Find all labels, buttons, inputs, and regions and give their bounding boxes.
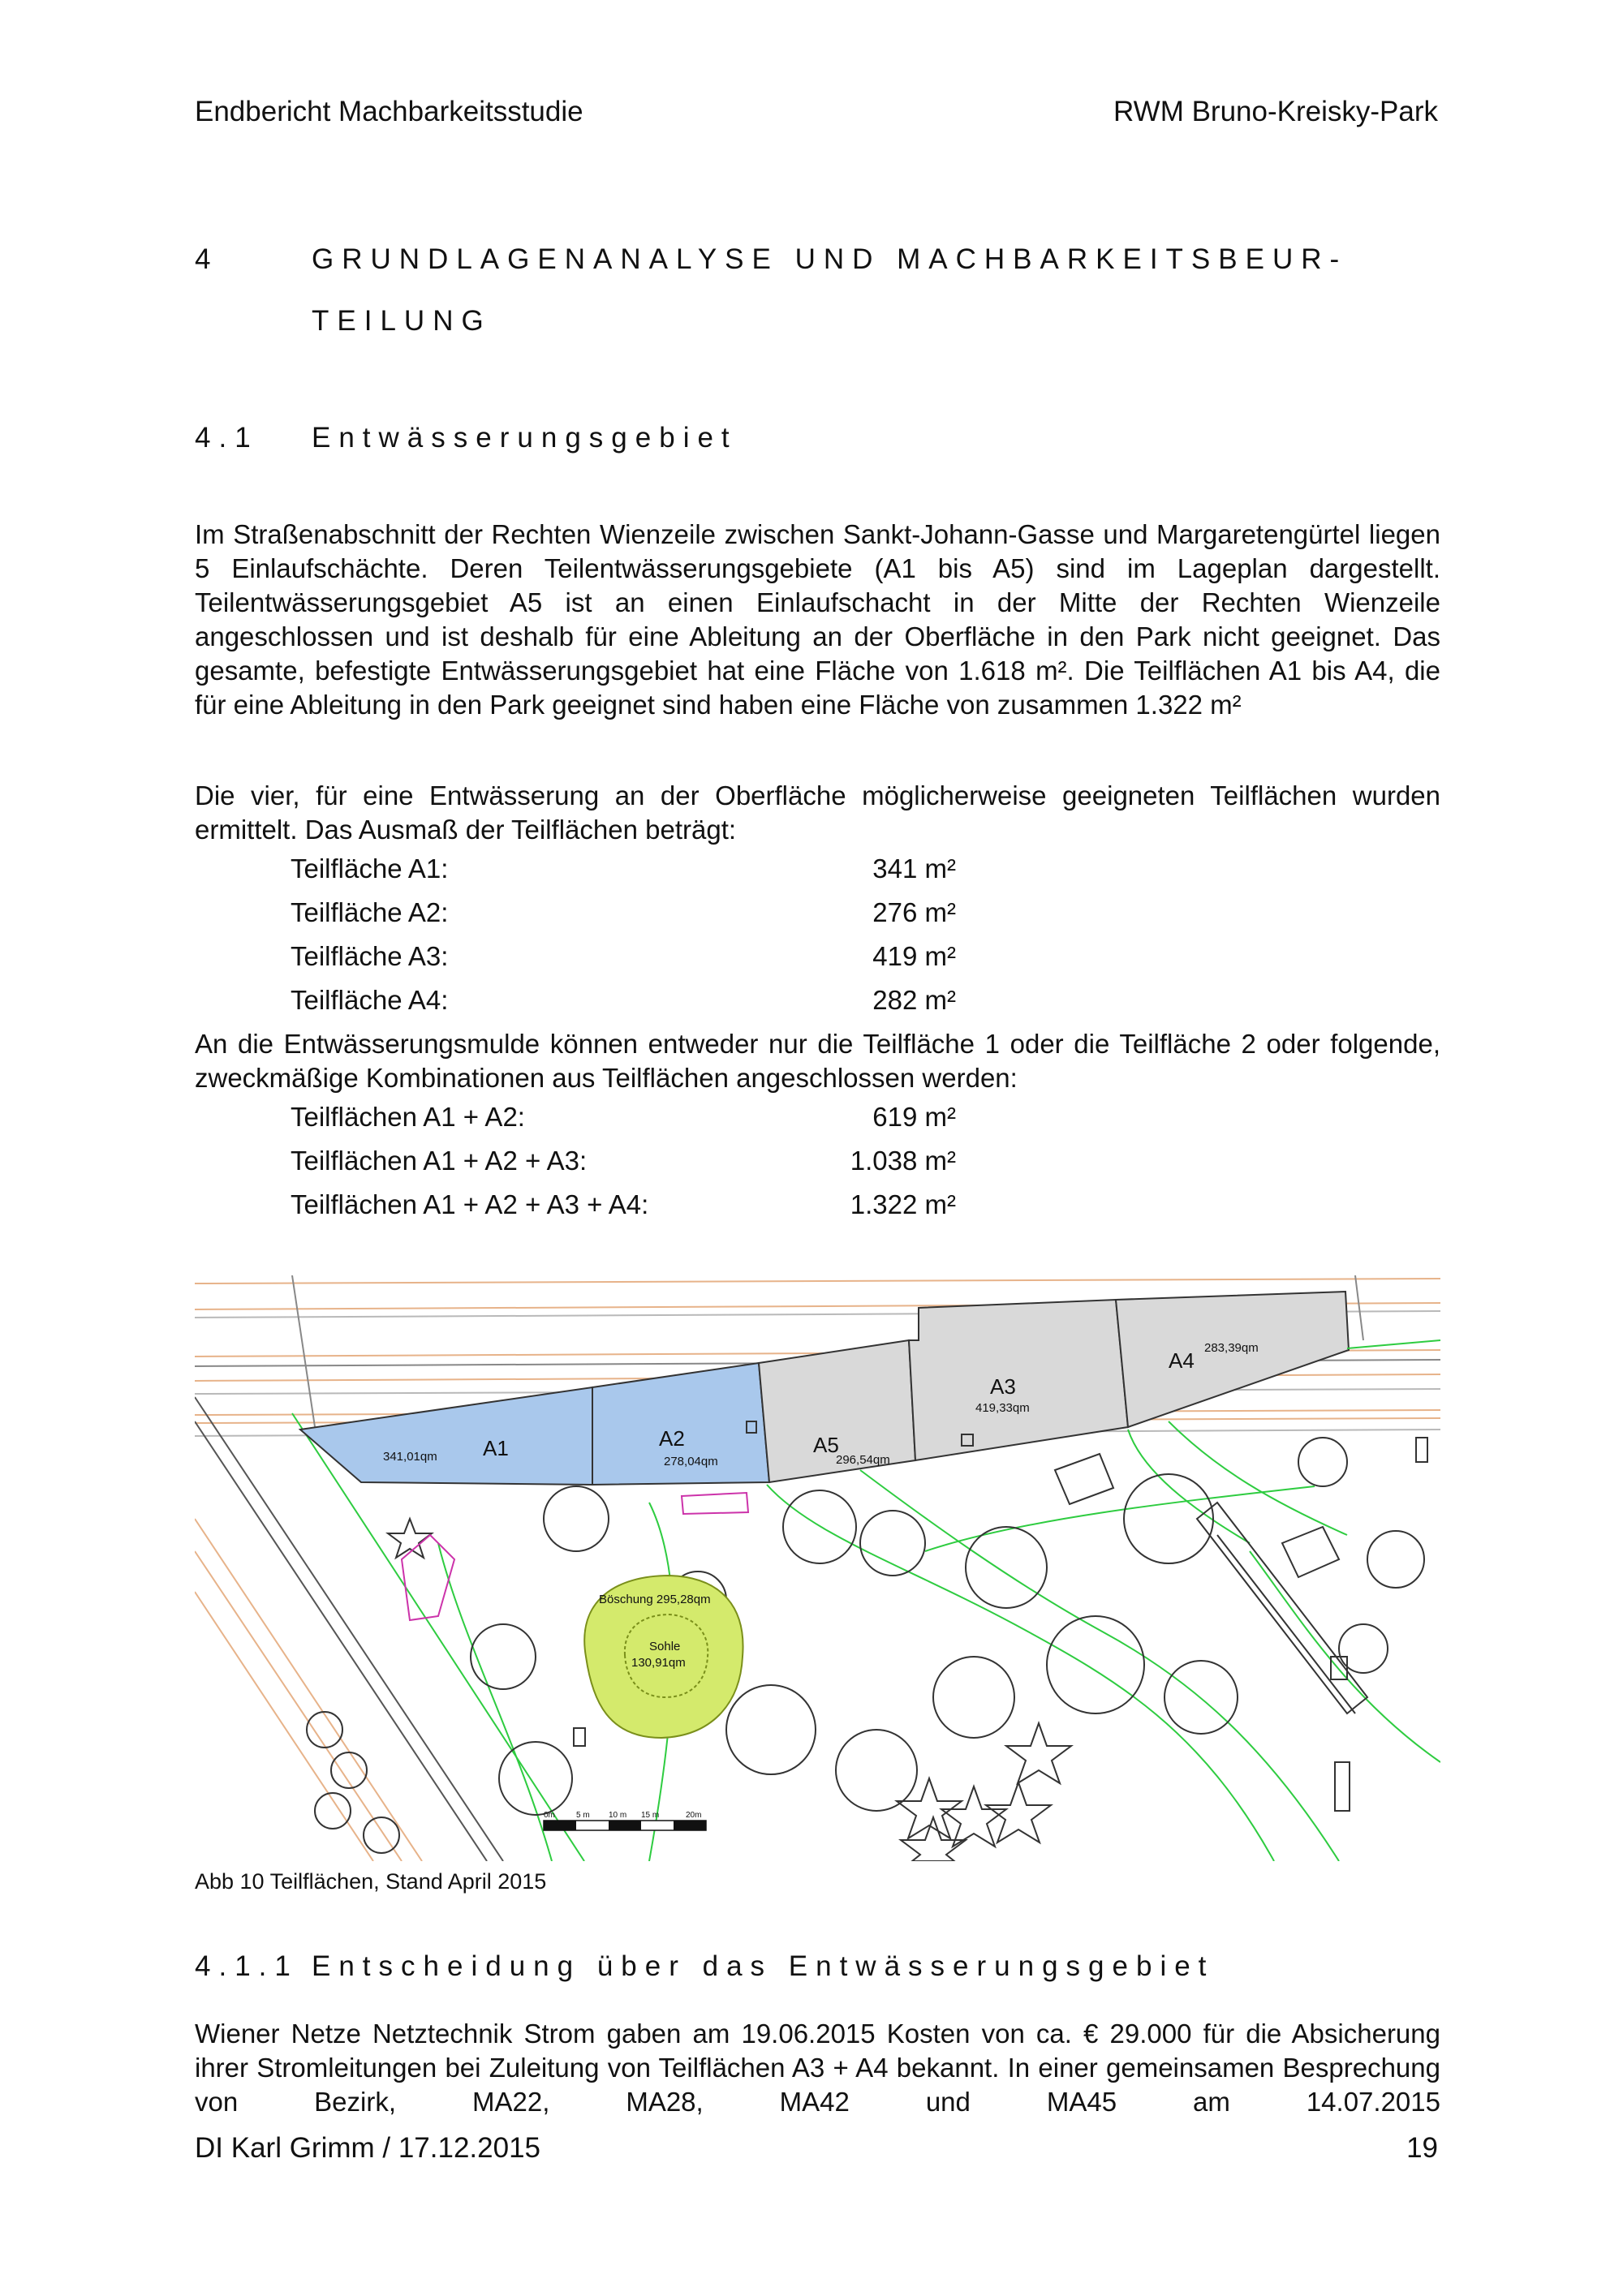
paragraph-4-block bbox=[195, 2017, 1440, 2119]
header-left: Endbericht Machbarkeitsstudie bbox=[195, 96, 583, 127]
combination-value: 1.322 m² bbox=[850, 1189, 956, 1219]
section-4-title-line1: GRUNDLAGENANALYSE UND MACHBARKEITSBEUR- bbox=[312, 243, 1348, 275]
paragraph-2: Die vier, für eine Entwässerung an der Oberfläche möglicherweise geeigneten Teilflächen wurden ermittelt. Das Ausmaß der Teilflächen beträgt: bbox=[195, 780, 1440, 845]
paragraph-4: Wiener Netze Netztechnik Strom gaben am 19.06.2015 Kosten von ca. € 29.000 für die Absicherung ihrer Stromleitungen bei Zuleitung von Teilflächen A3 + A4 bekannt. In einer gemeinsamen Besprechung von Bezirk, MA22, MA28, MA42 und MA45 am 14.07.2015 bbox=[195, 2019, 1440, 2117]
figure-caption: Abb 10 Teilflächen, Stand April 2015 bbox=[195, 1869, 547, 1894]
scale-tick: 5 m bbox=[576, 1811, 590, 1820]
paragraph-3: An die Entwässerungsmulde können entweder nur die Teilfläche 1 oder die Teilfläche 2 oder folgende, zweckmäßige Kombinationen aus Teilflächen angeschlossen werden: bbox=[195, 1029, 1440, 1093]
area-a2-label: A2 bbox=[659, 1426, 685, 1451]
section-4-number: 4 bbox=[195, 243, 219, 275]
combination-label: Teilflächen A1 + A2: bbox=[291, 1102, 525, 1132]
area-a1-area: 341,01qm bbox=[383, 1450, 437, 1464]
areas-label: Teilfläche A3: bbox=[291, 941, 449, 971]
areas-value: 341 m² bbox=[872, 853, 956, 884]
combination-value: 1.038 m² bbox=[850, 1146, 956, 1176]
section-41-title: Entwässerungsgebiet bbox=[312, 422, 738, 454]
combination-value: 619 m² bbox=[872, 1102, 956, 1132]
scale-tick: 20m bbox=[686, 1811, 702, 1820]
areas-label: Teilfläche A2: bbox=[291, 897, 449, 927]
scale-tick: 10 m bbox=[609, 1811, 627, 1820]
area-a3-label: A3 bbox=[990, 1374, 1016, 1399]
areas-value: 419 m² bbox=[872, 941, 956, 971]
section-411-number: 4.1.1 bbox=[195, 1950, 299, 1982]
area-a1-label: A1 bbox=[483, 1436, 509, 1460]
site-plan-figure bbox=[195, 1275, 1440, 1861]
sohle-label: Sohle bbox=[649, 1640, 681, 1653]
areas-value: 282 m² bbox=[872, 985, 956, 1015]
boeschung-label: Böschung 295,28qm bbox=[599, 1593, 711, 1606]
area-a4-label: A4 bbox=[1169, 1348, 1195, 1373]
scale-tick: 15 m bbox=[641, 1811, 660, 1820]
header-right: RWM Bruno-Kreisky-Park bbox=[1113, 96, 1438, 127]
areas-value: 276 m² bbox=[872, 897, 956, 927]
area-a5-label: A5 bbox=[813, 1433, 839, 1457]
sohle-area: 130,91qm bbox=[631, 1656, 686, 1670]
section-41-number: 4.1 bbox=[195, 422, 259, 454]
section-4-title-line2: TEILUNG bbox=[312, 305, 492, 337]
areas-label: Teilfläche A4: bbox=[291, 985, 449, 1015]
areas-label: Teilfläche A1: bbox=[291, 853, 449, 884]
area-a2-area: 278,04qm bbox=[664, 1455, 718, 1468]
area-a5-area: 296,54qm bbox=[836, 1453, 890, 1467]
area-a4-area: 283,39qm bbox=[1204, 1341, 1259, 1355]
scale-tick: 0m bbox=[544, 1811, 555, 1820]
paragraph-3-block bbox=[195, 1027, 1440, 1095]
combination-label: Teilflächen A1 + A2 + A3: bbox=[291, 1146, 588, 1176]
paragraph-1: Im Straßenabschnitt der Rechten Wienzeile zwischen Sankt-Johann-Gasse und Margaretengürtel liegen 5 Einlaufschächte. Deren Teilentwässerungsgebiete (A1 bis A5) sind im Lageplan dargestellt. Teilentwässerungsgebiet A5 ist an einen Einlaufschacht in der Mitte der Rechten Wienzeile angeschlossen und ist deshalb für eine Ableitung an der Oberfläche in den Park nicht geeignet. Das gesamte, befestigte Entwässerungsgebiet hat eine Fläche von 1.618 m². Die Teilflächen A1 bis A4, die für eine Ableitung in den Park geeignet sind haben eine Fläche von zusammen 1.322 m² bbox=[195, 519, 1440, 720]
area-a3-area: 419,33qm bbox=[975, 1401, 1030, 1415]
paragraph-2-block bbox=[195, 779, 1440, 847]
section-411-title: Entscheidung über das Entwässerungsgebiet bbox=[312, 1950, 1215, 1982]
footer-page-number: 19 bbox=[1406, 2132, 1438, 2164]
footer-author-date: DI Karl Grimm / 17.12.2015 bbox=[195, 2132, 540, 2164]
combination-label: Teilflächen A1 + A2 + A3 + A4: bbox=[291, 1189, 649, 1219]
paragraph-1-block bbox=[195, 518, 1440, 722]
